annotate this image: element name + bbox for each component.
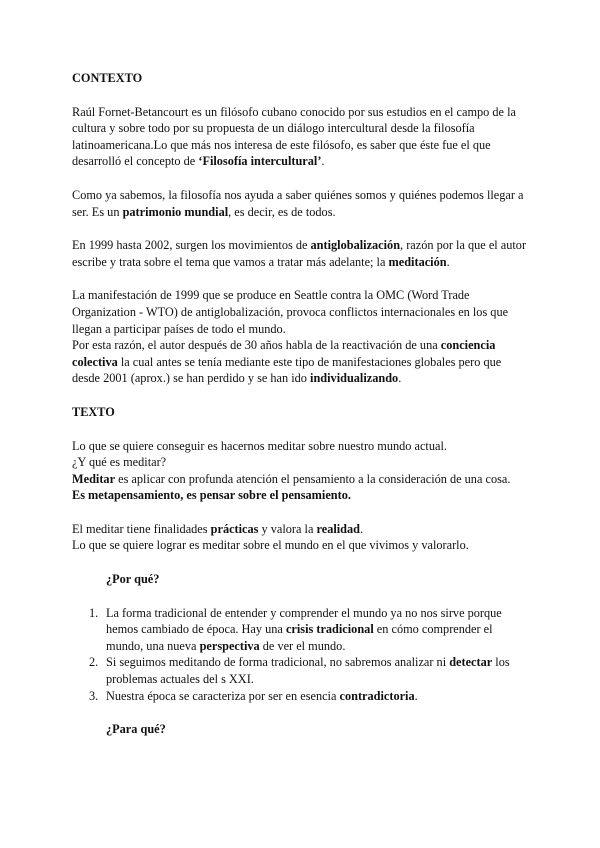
bold-term: Meditar — [72, 471, 116, 486]
text-run: los problemas actuales del s XXI. — [106, 655, 510, 687]
text-run: Lo que más nos interesa de este filósofo, es saber que éste fue el que desarrolló el concepto de — [72, 137, 491, 169]
bold-term: perspectiva — [199, 638, 260, 653]
text-run: es aplicar con profunda atención el pensamiento a la consideración de una cosa. — [115, 471, 511, 486]
bold-term: meditación — [388, 254, 447, 269]
paragraph-finalidades — [72, 521, 530, 538]
paragraph-fornet-intro — [72, 104, 530, 170]
list-item — [72, 688, 530, 705]
bold-term: individualizando — [310, 371, 399, 386]
paragraph-antiglobalizacion — [72, 237, 530, 270]
text-run: de ver el mundo. — [259, 638, 346, 653]
line-objetivo: Lo que se quiere conseguir es hacernos meditar sobre nuestro mundo actual. — [72, 438, 447, 453]
line-metapensamiento: Es metapensamiento, es pensar sobre el pensamiento. — [72, 488, 351, 503]
list-item — [72, 605, 530, 655]
bold-term: conciencia colectiva — [72, 338, 496, 369]
line-definicion-meditar — [72, 471, 530, 488]
bold-term: realidad — [316, 521, 361, 536]
list-item — [72, 654, 530, 687]
line-lograr: Lo que se quiere lograr es meditar sobre el mundo en el que vivimos y valorarlo. — [72, 538, 469, 553]
line-que-es-meditar: ¿Y qué es meditar? — [72, 455, 167, 470]
reasons-list — [72, 605, 530, 705]
text-run: la cual antes se tenía mediante este tipo de manifestaciones globales pero que desde 2001 (aprox.) se han perdido y se han ido — [72, 354, 502, 386]
text-run: La manifestación de 1999 que se produce en Seattle contra la OMC (Word Trade Organization - WTO) de antiglobalización, provoca conflictos internacionales en los que llegan a participar países de todo el mundo. — [72, 288, 509, 336]
paragraph-conciencia-colectiva — [72, 337, 530, 387]
text-run: . — [414, 688, 418, 703]
text-run: en cómo comprender el mundo, una nueva — [106, 622, 493, 653]
bold-term: crisis tradicional — [285, 622, 374, 637]
paragraph-filosofia-patrimonio — [72, 187, 530, 220]
bold-term: prácticas — [210, 521, 259, 536]
text-run: En 1999 hasta 2002, surgen los movimientos de — [72, 238, 311, 253]
bold-term: contradictoria — [339, 688, 415, 703]
text-run: La forma tradicional de entender y comprender el mundo ya no nos sirve porque hemos cambiado de época. Hay una — [106, 605, 502, 637]
text-run: Si seguimos meditando de forma tradicional, no sabremos analizar ni — [106, 655, 450, 670]
bold-term: patrimonio mundial — [122, 204, 229, 219]
text-run: El meditar tiene finalidades — [72, 521, 211, 536]
text-run: . — [446, 254, 450, 269]
text-run: y valora la — [258, 521, 317, 536]
paragraph-seattle — [72, 287, 530, 337]
section-heading-contexto: CONTEXTO — [72, 71, 143, 85]
list-item-text — [106, 689, 418, 703]
list-item-number: 3. — [89, 688, 99, 703]
text-run: . — [360, 521, 364, 536]
text-run: . — [398, 371, 402, 386]
bold-term: ‘Filosofía intercultural’ — [198, 154, 322, 169]
subheading-por-que: ¿Por qué? — [106, 572, 160, 587]
text-run: Raúl Fornet-Betancourt es un filósofo cubano conocido por sus estudios en el campo de la cultura y sobre todo por su propuesta de un diálogo intercultural desde la filosofía latinoamericana. — [72, 104, 516, 152]
list-item-text — [106, 606, 502, 653]
section-heading-texto: TEXTO — [72, 404, 115, 419]
list-item-text — [106, 655, 510, 686]
text-run: . — [321, 154, 325, 169]
bold-term: detectar — [449, 655, 493, 670]
list-item-number: 1. — [89, 605, 99, 620]
text-run: Como ya sabemos, la filosofía nos ayuda a saber quiénes somos y quiénes podemos llegar a ser. Es un — [72, 187, 524, 219]
text-run: , es decir, es de todos. — [228, 204, 336, 219]
text-run: Por esta razón, el autor después de 30 años habla de la reactivación de una — [72, 338, 441, 353]
subheading-para-que: ¿Para qué? — [106, 722, 166, 737]
text-run: , razón por la que el autor escribe y trata sobre el tema que vamos a tratar más adelante; la — [72, 238, 527, 269]
list-item-number: 2. — [89, 655, 99, 670]
text-run: Nuestra época se caracteriza por ser en esencia — [106, 688, 340, 703]
bold-term: antiglobalización — [310, 238, 401, 253]
